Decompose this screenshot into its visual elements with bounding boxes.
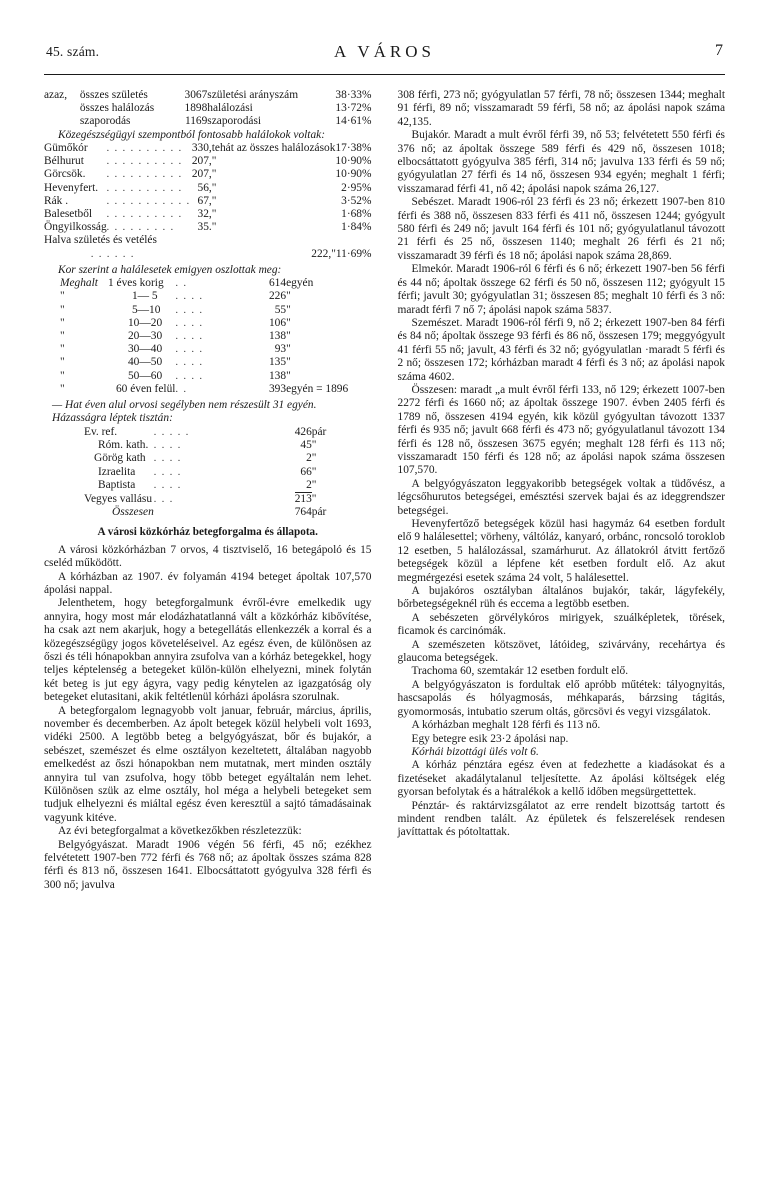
hospital-section-heading: A városi közkórház betegforgalma és állapota. xyxy=(97,526,318,539)
leader-dots: . . . . xyxy=(175,317,204,329)
table-row xyxy=(84,452,326,465)
table-row xyxy=(60,317,348,330)
denomination-label: Ev. ref. xyxy=(84,425,118,438)
table-row xyxy=(44,102,372,115)
denomination-label: Vegyes vallásu xyxy=(84,492,153,505)
paragraph: A kórházban az 1907. év folyamán 4194 beteget ápoltak 107,570 ápolási nappal. xyxy=(44,570,372,596)
cause-pct: 17·38% xyxy=(335,142,372,155)
leader-dots: . . . . xyxy=(153,453,182,465)
denomination-count: 45 xyxy=(300,439,312,452)
leader-dots: . . . . xyxy=(175,370,204,382)
denomination-label: Róm. kath. xyxy=(98,439,149,452)
paragraph: Kórhái bizottági ülés volt 6. xyxy=(411,745,539,758)
cause-label: Halva születés és vetélés xyxy=(44,234,157,247)
cause-note: " xyxy=(211,194,217,207)
age-row-label: " xyxy=(60,343,65,356)
cause-sublabel xyxy=(44,248,91,261)
table-row xyxy=(60,304,348,317)
paragraph: A betegforgalom legnagyobb volt januar, február, március, április, november és decemberben. Az ápolt betegek közül helybeli volt 1693, vidéki 2500. A legtöbb beteg a belgyógyászat, bőr és bujakór, a sebészet, szemészet és elme osztályon kezeltetett, általában nagyobb emelkedést az őszi hónapokban nem mutatnak, mert minden osztály annyira tul van zsufolva, hogy több beteget egyáltalán nem lehet. Különösen szük az elme osztály, hol méga a helybeli betegeket sem tudjuk elhelyezni és miáltal egész éven keresztül a sajtó támadásainak vagyunk kitéve. xyxy=(44,704,372,824)
leader-dots xyxy=(154,506,295,519)
denomination-unit: " xyxy=(311,452,317,465)
age-range: 40—50 xyxy=(127,356,163,369)
age-row-label: " xyxy=(60,382,65,395)
cause-note: " xyxy=(331,247,336,260)
cause-note: " xyxy=(211,168,217,181)
sebeszet-paragraph: Sebészet. Maradt 1906-ról 23 férfi és 23 nő; érkezett 1907-ben 810 férfi és 388 nő, összesen 833 férfi és 411 nő, összesen 1244; gyógyult 580 férfi és 249 nő; javult 164 férfi és 101 nő; gyógyulatlanul távozott 21 férfi és 25 nő, összesen 1140; meghalt 26 férfi és 21 nő; visszamaradt 39 férfi és 18 nő; ápolási napok száma 28,869. xyxy=(397,196,725,262)
age-unit: egyén = 1896 xyxy=(286,382,349,395)
azaz-label: azaz, xyxy=(44,89,68,101)
paragraph-continued: 308 férfi, 273 nő; gyógyulatlan 57 férfi, 78 nő; összesen 1344; meghalt 91 férfi, 89 nő; visszamaradt 59 férfi, 58 nő; az ápolási napok száma 42,135. xyxy=(397,89,725,128)
age-range: 5—10 xyxy=(131,303,161,316)
paragraph: Egy betegre esik 23·2 ápolási nap. xyxy=(411,732,569,745)
leader-dots: . . xyxy=(175,278,188,290)
table-row xyxy=(60,277,348,290)
denomination-unit: " xyxy=(311,479,317,492)
age-unit: " xyxy=(286,316,291,329)
paragraph: Pénztár- és raktárvizsgálatot az erre rendelt bizottság tartott és mindent rendben talált. Az épületek és felszerelések rendesen javíttattak és pótoltattak. xyxy=(397,799,725,839)
age-count: 106 xyxy=(268,316,287,329)
age-row-label: " xyxy=(60,303,65,316)
age-count: 93 xyxy=(274,343,287,356)
denomination-count: 2 xyxy=(306,452,312,465)
leader-dots: . . . . . . xyxy=(90,248,135,260)
age-range: 60 éven felül xyxy=(115,382,176,395)
stat-label: összes születés xyxy=(79,89,148,101)
table-row xyxy=(84,466,326,479)
denomination-label: Baptista xyxy=(98,479,136,492)
cause-value: 56, xyxy=(197,181,212,194)
vital-statistics-table xyxy=(44,89,372,129)
age-range: 10—20 xyxy=(127,316,163,329)
cause-value: 32, xyxy=(197,208,212,221)
stat-value: 1898 xyxy=(184,102,208,115)
paragraph: A sebészeten görvélykóros mirigyek, szuálképletek, törések, ficamok és carcinómák. xyxy=(397,611,725,638)
paragraph: Trachoma 60, szemtakár 12 esetben fordult elő. xyxy=(411,665,629,678)
leader-dots: . . . . . . . . . . xyxy=(106,182,183,194)
cause-pct: 1·68% xyxy=(341,208,372,221)
table-row xyxy=(60,330,348,343)
paragraph: A bujakóros osztályban általános bujakór, takár, lágyfekély, bőrbetegségeknél rüh és eccema a legtöbb esetben. xyxy=(397,585,725,611)
table-row xyxy=(84,439,326,452)
age-unit: " xyxy=(286,290,291,303)
age-unit: egyén xyxy=(286,277,314,290)
cause-value: 330, xyxy=(191,142,212,155)
denomination-unit: " xyxy=(311,492,317,505)
leader-dots: . . . . xyxy=(153,480,182,492)
cause-pct: 11·69% xyxy=(335,247,372,260)
cause-pct: 10·90% xyxy=(335,168,372,181)
age-range: 1— 5 xyxy=(131,290,158,303)
age-range: 1 éves korig xyxy=(107,277,164,290)
age-count: 135 xyxy=(268,356,287,369)
leader-dots: . . . . xyxy=(175,291,204,303)
marriage-table xyxy=(84,426,326,519)
paragraph: A belgyógyászaton is fordultak elő apróbb műtétek: tályognyitás, hascsapolás és hólyagmosás, méhkaparás, bárzsing tágitás, gyomormosás, intubatio szerum oltás, görcsövi és vegyi vizsgálatok. xyxy=(397,678,725,718)
leader-dots: . . . xyxy=(153,493,174,505)
table-row xyxy=(60,290,348,303)
denomination-label: Görög kath xyxy=(94,452,146,465)
stat-desc: halálozási xyxy=(207,102,253,115)
cause-note: tehát az összes halálozások xyxy=(211,142,336,155)
stat-value: 1169 xyxy=(184,115,208,128)
stat-label: szaporodás xyxy=(79,115,131,128)
paragraph: A kórházban meghalt 128 férfi és 113 nő. xyxy=(411,719,601,732)
page-masthead xyxy=(44,40,725,75)
stat-desc: születési arányszám xyxy=(207,89,299,101)
cause-label: Bélhurut xyxy=(44,155,84,168)
age-row-label: " xyxy=(60,356,65,369)
cause-value: 207, xyxy=(191,155,212,168)
age-row-label: " xyxy=(60,369,65,382)
cause-pct: 10·90% xyxy=(335,155,372,168)
denomination-count: 2 xyxy=(306,478,312,491)
table-row xyxy=(60,343,348,356)
stat-value: 3067 xyxy=(184,89,208,101)
leader-dots: . . . . xyxy=(153,440,182,452)
table-row xyxy=(44,248,372,261)
cause-value: 222, xyxy=(311,247,332,260)
stat-pct: 13·72% xyxy=(335,102,372,115)
leader-dots: . . . . xyxy=(175,304,204,316)
age-unit: " xyxy=(286,356,291,369)
table-row xyxy=(44,155,372,168)
stat-pct: 14·61% xyxy=(335,115,372,128)
leader-dots: . . xyxy=(175,383,188,395)
bujakor-paragraph: Bujakór. Maradt a mult évről férfi 39, nő 53; felvétetett 550 férfi és 376 nő; az ápoltak összege 589 férfi és 429 nő, összesen 1018; elbocsáttatott gyógyulva 385 férfi, 314 nő; javulva 133 férfi és 59 nő; gyógyulatlan 27 férfi és 14 nő, összesen 934 egyén; meghalt 1 férfi; visszamarad férfi 41, nő 42; ápolási napok száma 26,127. xyxy=(397,129,725,195)
denomination-unit: " xyxy=(311,465,317,478)
table-row xyxy=(44,89,372,102)
causes-of-death-table xyxy=(44,142,372,234)
cause-note: " xyxy=(211,155,217,168)
osszesen-paragraph: Összesen: maradt „a mult évről férfi 133, nő 129; érkezett 1007-ben 2272 férfi és 1660 nő; az ápoltak összege 1907. évben 2405 férfi és 1789 nő, összesen 4194 egyén, kik közül gyógyultan távozott 1337 férfi és 935 nő; javult 668 férfi és 473 nő; gyógyulatlanul távozott 134 férfi és 128 nő, összesen 3675 egyén; meghalt 128 férfi és 113 nő; visszamaradt 150 férfi és 128 nő; az ápolási napok száma összesen 107,570. xyxy=(397,383,725,477)
table-row xyxy=(84,479,326,493)
age-count: 393 xyxy=(268,382,287,395)
denomination-count: 426 xyxy=(294,425,312,438)
leader-dots: . . . . xyxy=(175,331,204,343)
paragraph: A városi közkórházban 7 orvos, 4 tisztviselő, 16 betegápoló és 15 cseléd működött. xyxy=(44,543,372,570)
age-unit: " xyxy=(286,369,291,382)
right-column xyxy=(398,89,726,1164)
table-row xyxy=(44,208,372,221)
paragraph: A kórház pénztára egész éven at fedezhette a kiadásokat és a fizetéseket akadálytalanul teljesítette. Az ápolási költségek elég gyorsan befolytak és a hátralékok a kellő időben megsürgettettek. xyxy=(397,759,725,799)
leader-dots: . . . . . . . . . . xyxy=(106,143,183,155)
table-row xyxy=(44,115,372,128)
cause-pct: 1·84% xyxy=(341,221,372,234)
age-count: 138 xyxy=(268,330,287,343)
cause-label: Rák . xyxy=(44,194,69,207)
szemeszet-paragraph: Szemészet. Maradt 1906-ról férfi 9, nő 2; érkezett 1907-ben 84 férfi és 84 nő; ápoltak összege 93 férfi és 86 nő, összesen 179; meggyógyult 41 férfi 55 nő; javult, 43 férfi és 32 nő; gyógyulatlan ·maradt 5 férfi és 2 nő; összesen 172; kórházban maradt 4 férfi és 3 nő; az ápolási napok száma 4602. xyxy=(397,316,725,383)
elmekor-paragraph: Elmekór. Maradt 1906-ról 6 férfi és 6 nő; érkezett 1907-ben 56 férfi és 44 nő; ápoltak összege 62 férfi és 50 nő, összesen 112; gyógyult 15 férfi; javult 30; gyógyulatlan 31; összesen 85; meghalt 10 férfi és 3 nő: maradt férfi 7 nő 7; ápolási napok száma 5837. xyxy=(397,263,725,316)
paragraph: Az évi betegforgalmat a következőkben részletezzük: xyxy=(58,825,302,838)
table-row xyxy=(44,234,372,247)
table-row xyxy=(84,506,326,519)
denomination-count: 213 xyxy=(294,492,312,505)
cause-label: Görcsök. xyxy=(44,168,86,181)
cause-label: Hevenyfert. xyxy=(44,181,99,194)
age-count: 138 xyxy=(268,369,287,382)
table-row xyxy=(84,426,326,439)
cause-note: " xyxy=(211,181,217,194)
cause-note: " xyxy=(211,221,217,234)
stat-pct: 38·33% xyxy=(335,89,372,101)
age-count: 226 xyxy=(268,290,287,303)
age-note-text: Hat éven alul orvosi segélyben nem részesült 31 egyén. xyxy=(64,399,317,412)
age-distribution-heading: Kor szerint a halálesetek emigyen oszlottak meg: xyxy=(58,263,282,276)
age-row-label: " xyxy=(60,290,65,303)
paragraph: Jelenthetem, hogy betegforgalmunk évről-évre emelkedik ugy annyira, hogy most már elodázhatatlanná vált a közkórház kibővítése, ha csak azt nem akarjuk, hogy a betegellátás ellenkezzék a korral és a közegészségügy jogos követeléseivel. Az egész éven, de különösen az őszi és téli hónapokban annyira zsufolva van a kórház betegekkel, hogy teljes képtelenség a betegeket külön-külön elhelyezni, minek folytán két beteg is jut egy ágyra, vagy pedig kénytelen az igazgatóság oly betegeket elutasitani, akik feltétlenül kórházi ápolásra szorulnak. xyxy=(44,597,372,704)
causes-heading: Közegészségügyi szempontból fontosabb halálokok voltak: xyxy=(58,128,326,141)
cause-note: " xyxy=(211,208,217,221)
denomination-label: Izraelita xyxy=(98,465,136,478)
age-row-label: " xyxy=(60,330,65,343)
cause-pct: 2·95% xyxy=(341,181,372,194)
cause-label: Balesetből xyxy=(44,208,93,221)
cause-label: Gümőkór xyxy=(44,142,88,155)
table-row xyxy=(44,142,372,155)
cause-label: Öngyilkosság xyxy=(44,221,107,234)
leader-dots: . . . . . . . . . . xyxy=(106,209,183,221)
leader-dots: . . . . . . . . . . . xyxy=(106,195,191,207)
leader-dots: . . . . xyxy=(175,344,204,356)
age-count: 614 xyxy=(268,277,287,290)
leader-dots: . . . . xyxy=(175,357,204,369)
age-unit: " xyxy=(286,303,291,316)
cause-pct: 3·52% xyxy=(341,194,372,207)
stat-desc: szaporodási xyxy=(207,115,262,128)
paragraph: A szemészeten kötszövet, látóideg, szivárvány, recehártya és glaucoma betegségek. xyxy=(397,638,725,665)
table-row xyxy=(60,370,348,383)
age-distribution-table xyxy=(60,277,348,396)
age-range: 20—30 xyxy=(127,330,163,343)
table-row xyxy=(44,168,372,181)
table-row xyxy=(44,182,372,195)
page-number: 7 xyxy=(715,42,723,59)
paragraph: Hevenyfertőző betegségek közül hasi hagymáz 64 esetben fordult elő 9 halálesettel; vörheny, váltóláz, kanyaró, orbánc, roncsoló toroklob 12 esetben, 5 halálozással, szamárhurut. Az állatokról átvitt fertőző betegségek közül a lépfene két esetben fordult elő. Az akut megmérgezési esetek száma 24 volt, 5 halálesettel. xyxy=(397,518,725,584)
leader-dots: . . . . . . . . . xyxy=(106,222,175,234)
two-column-body xyxy=(44,89,725,1164)
leader-dots: . . . . . xyxy=(153,426,190,438)
age-range: 50—60 xyxy=(127,369,163,382)
left-column xyxy=(44,89,372,1164)
table-row xyxy=(44,221,372,234)
cause-value: 35. xyxy=(197,221,212,234)
age-row-label: Meghalt xyxy=(60,277,98,290)
belgyogyaszat-paragraph xyxy=(44,839,372,893)
marriage-total-unit: pár xyxy=(311,506,327,519)
dash-marker: — xyxy=(52,399,65,412)
table-row xyxy=(60,356,348,369)
table-row xyxy=(44,195,372,208)
stat-label: összes halálozás xyxy=(79,102,155,115)
marriage-heading: Házasságra léptek tisztán: xyxy=(52,412,173,425)
age-row-label: " xyxy=(60,316,65,329)
cause-value: 207, xyxy=(191,168,212,181)
table-row xyxy=(84,492,326,506)
table-row xyxy=(60,383,348,396)
age-unit: " xyxy=(286,330,291,343)
leader-dots: . . . . . . . . . . xyxy=(106,169,183,181)
denomination-unit: " xyxy=(311,439,317,452)
marriage-total-label: Összesen xyxy=(112,506,154,519)
denomination-count: 66 xyxy=(300,465,312,478)
age-unit: " xyxy=(286,343,291,356)
belgyogyaszat-text: Belgyógyászat. Maradt 1906 végén 56 férfi, 45 nő; ezékhez felvétetett 1907-ben 772 férfi és 768 nő; az ápoltak összes száma 828 férfi és 813 nő, összesen 1641. Elbocsáttatott gyógyulva 328 férfi és 300 nő; javulva xyxy=(44,838,372,891)
cause-value: 67, xyxy=(197,194,212,207)
issue-number: 45. szám. xyxy=(46,44,100,59)
leader-dots: . . . . . . . . . . xyxy=(106,156,183,168)
age-count: 55 xyxy=(274,303,287,316)
stillbirth-row-table xyxy=(44,234,372,260)
marriage-total-value: 764 xyxy=(294,506,312,519)
leader-dots: . . . . xyxy=(153,466,182,478)
paragraph: A belgyógyászaton leggyakoribb betegségek voltak a tüdővész, a légcsőhurutos betegségei, emésztési szervek bajai és az ideggrendszer betegségei. xyxy=(397,477,725,517)
journal-title: A VÁROS xyxy=(334,42,435,61)
age-range: 30—40 xyxy=(127,343,163,356)
age-note xyxy=(44,399,372,412)
denomination-unit: pár xyxy=(311,425,327,438)
